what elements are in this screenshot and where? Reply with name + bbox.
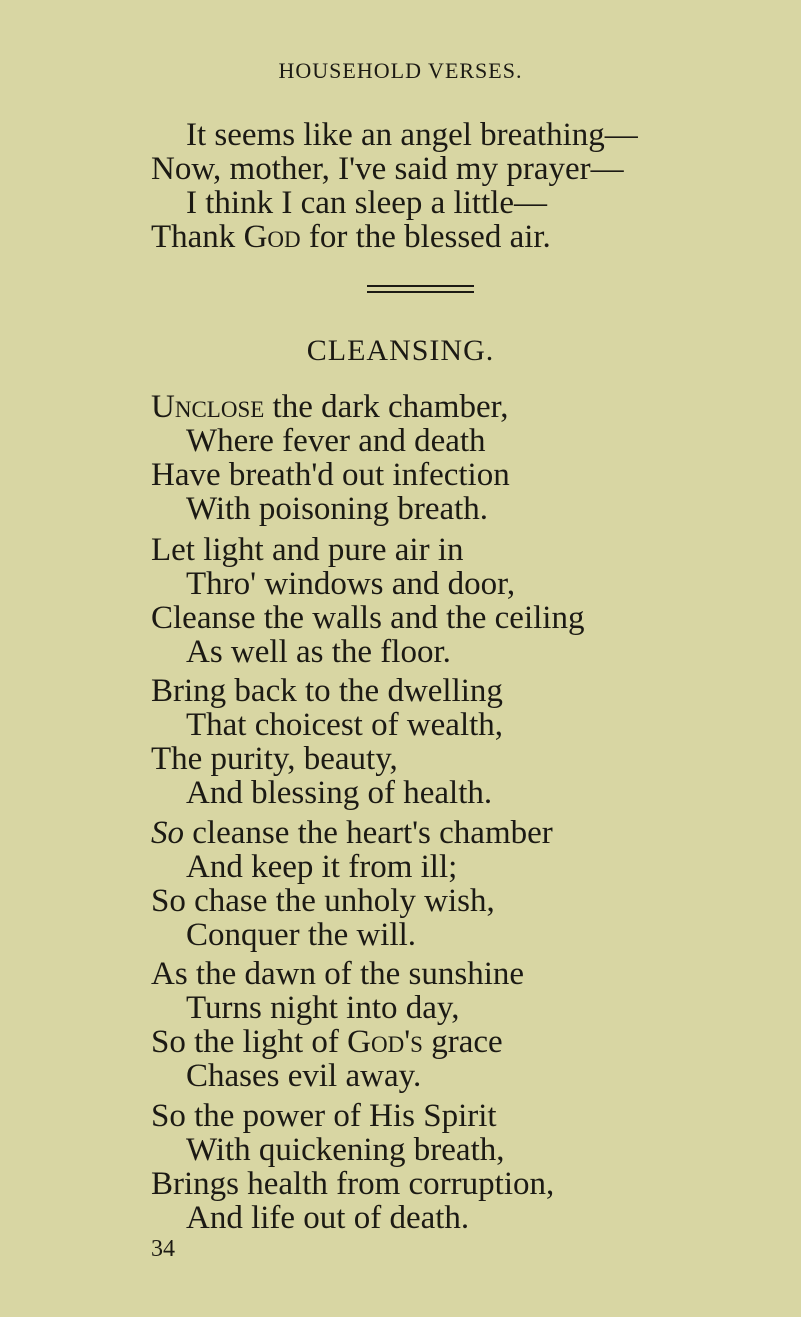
- verse-line: Let light and pure air in: [151, 532, 464, 568]
- verse-line: That choicest of wealth,: [186, 707, 504, 743]
- verse-line: Cleanse the walls and the ceiling: [151, 600, 585, 636]
- divine-name: God: [243, 219, 301, 255]
- section-divider-bottom: [367, 291, 474, 293]
- verse-line: Where fever and death: [186, 423, 486, 459]
- verse-line: So the light of God's grace: [151, 1024, 503, 1060]
- running-head: HOUSEHOLD VERSES.: [278, 58, 523, 83]
- verse-line: With poisoning breath.: [186, 491, 489, 527]
- verse-line: So chase the unholy wish,: [151, 883, 495, 919]
- divine-name: God's: [347, 1024, 423, 1060]
- page-number: 34: [151, 1236, 175, 1262]
- verse-line: I think I can sleep a little—: [186, 185, 548, 221]
- poem-title: CLEANSING.: [306, 334, 495, 367]
- verse-line: Conquer the will.: [186, 917, 417, 953]
- verse-line: Brings health from corruption,: [151, 1166, 555, 1202]
- verse-line: Now, mother, I've said my prayer—: [151, 151, 624, 187]
- verse-line: It seems like an angel breathing—: [186, 117, 638, 153]
- verse-line: And blessing of health.: [186, 775, 493, 811]
- verse-line: Turns night into day,: [186, 990, 460, 1026]
- section-divider-top: [367, 285, 474, 287]
- verse-line: Have breath'd out infection: [151, 457, 510, 493]
- verse-line: So the power of His Spirit: [151, 1098, 497, 1134]
- verse-line: As well as the floor.: [186, 634, 451, 670]
- verse-line: Thro' windows and door,: [186, 566, 516, 602]
- verse-line: And keep it from ill;: [186, 849, 458, 885]
- verse-line: With quickening breath,: [186, 1132, 505, 1168]
- verse-line: Bring back to the dwelling: [151, 673, 503, 709]
- verse-line: Unclose the dark chamber,: [151, 389, 509, 425]
- verse-line: Thank God for the blessed air.: [151, 219, 551, 255]
- verse-line: So cleanse the heart's chamber: [151, 815, 553, 851]
- verse-line: As the dawn of the sunshine: [151, 956, 525, 992]
- verse-line: Chases evil away.: [186, 1058, 422, 1094]
- verse-line: The purity, beauty,: [151, 741, 398, 777]
- verse-line: And life out of death.: [186, 1200, 470, 1236]
